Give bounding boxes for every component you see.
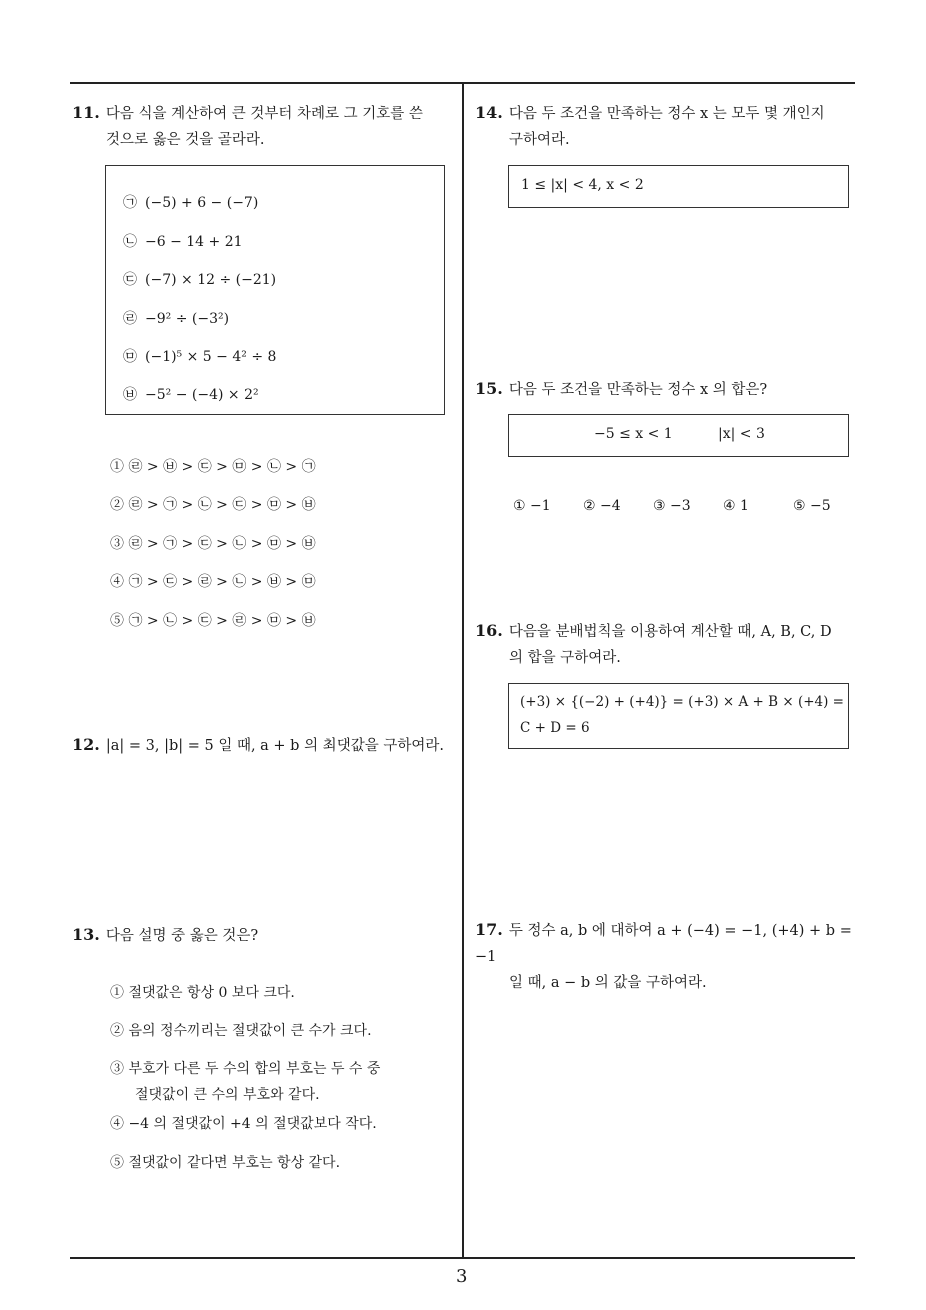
item-expression: −6 − 14 + 21 bbox=[145, 234, 243, 250]
answer-choice[interactable]: ② ㉣ > ㉠ > ㉡ > ㉢ > ㉤ > ㉥ bbox=[110, 497, 316, 513]
question-number: 12. bbox=[72, 735, 100, 754]
expression-item bbox=[123, 269, 276, 289]
bottom-rule bbox=[70, 1257, 855, 1259]
question-text-line2: 일 때, a − b 의 값을 구하여라. bbox=[509, 975, 707, 991]
question-13 bbox=[72, 922, 457, 949]
question-number: 16. bbox=[475, 621, 503, 640]
expression-item bbox=[123, 346, 276, 366]
item-mark: ㉡ bbox=[123, 234, 137, 250]
question-text: 다음 두 조건을 만족하는 정수 x 의 합은? bbox=[508, 382, 768, 398]
answer-choice[interactable]: ③ ㉣ > ㉠ > ㉢ > ㉡ > ㉤ > ㉥ bbox=[110, 536, 316, 552]
question-number: 13. bbox=[72, 925, 100, 944]
question-text-line2: 구하여라. bbox=[509, 132, 570, 148]
item-mark: ㉢ bbox=[123, 272, 137, 288]
page-number: 3 bbox=[456, 1266, 468, 1287]
condition-box bbox=[508, 414, 849, 457]
answer-choice[interactable]: ④ ㉠ > ㉢ > ㉣ > ㉡ > ㉥ > ㉤ bbox=[110, 574, 316, 590]
question-text-line1: 다음을 분배법칙을 이용하여 계산할 때, A, B, C, D bbox=[508, 624, 832, 640]
question-17 bbox=[475, 917, 865, 996]
expression-item bbox=[123, 308, 229, 328]
question-number: 14. bbox=[475, 103, 503, 122]
answer-choice[interactable]: ① −1 bbox=[513, 498, 551, 514]
answer-choice[interactable]: ④ 1 bbox=[723, 498, 749, 514]
item-mark: ㉥ bbox=[123, 387, 137, 403]
question-text-line1: 다음 두 조건을 만족하는 정수 x 는 모두 몇 개인지 bbox=[508, 106, 825, 122]
column-divider bbox=[462, 82, 464, 1258]
question-16 bbox=[475, 618, 860, 671]
question-text-line2: 의 합을 구하여라. bbox=[509, 650, 621, 666]
item-expression: (−7) × 12 ÷ (−21) bbox=[145, 272, 277, 288]
expression-item bbox=[123, 192, 258, 212]
question-number: 17. bbox=[475, 920, 503, 939]
question-number: 15. bbox=[475, 379, 503, 398]
answer-choice[interactable]: ① 절댓값은 항상 0 보다 크다. bbox=[110, 985, 295, 1001]
item-expression: (−5) + 6 − (−7) bbox=[145, 195, 259, 211]
equation-box bbox=[508, 683, 849, 749]
question-number: 11. bbox=[72, 103, 100, 122]
expression-item bbox=[123, 384, 259, 404]
question-text-line2: 것으로 옳은 것을 골라라. bbox=[106, 132, 265, 148]
question-text: |a| = 3, |b| = 5 일 때, a + b 의 최댓값을 구하여라. bbox=[105, 738, 444, 754]
question-text-line1: 두 정수 a, b 에 대하여 a + (−4) = −1, (+4) + b = −1 bbox=[475, 923, 852, 965]
condition-text: 1 ≤ |x| < 4, x < 2 bbox=[521, 177, 644, 193]
item-expression: −9² ÷ (−3²) bbox=[145, 311, 230, 327]
answer-choice[interactable]: ⑤ −5 bbox=[793, 498, 831, 514]
answer-choice[interactable]: ③ 부호가 다른 두 수의 합의 부호는 두 수 중 bbox=[110, 1061, 381, 1077]
equation-line: (+3) × {(−2) + (+4)} = (+3) × A + B × (+4) = bbox=[520, 694, 844, 710]
condition-text: |x| < 3 bbox=[718, 426, 765, 442]
item-expression: −5² − (−4) × 2² bbox=[145, 387, 259, 403]
answer-choice[interactable]: ④ −4 의 절댓값이 +4 의 절댓값보다 작다. bbox=[110, 1116, 377, 1132]
item-mark: ㉤ bbox=[123, 349, 137, 365]
equation-line: C + D = 6 bbox=[520, 720, 590, 736]
question-14 bbox=[475, 100, 860, 153]
question-12 bbox=[72, 732, 457, 759]
item-mark: ㉠ bbox=[123, 195, 137, 211]
condition-text: −5 ≤ x < 1 bbox=[594, 426, 673, 442]
expression-item bbox=[123, 231, 243, 251]
question-text: 다음 설명 중 옳은 것은? bbox=[105, 928, 259, 944]
item-mark: ㉣ bbox=[123, 311, 137, 327]
question-11 bbox=[72, 100, 457, 153]
item-expression: (−1)⁵ × 5 − 4² ÷ 8 bbox=[145, 349, 277, 365]
question-15 bbox=[475, 376, 860, 403]
answer-choice[interactable]: ② −4 bbox=[583, 498, 621, 514]
answer-choice[interactable]: ② 음의 정수끼리는 절댓값이 큰 수가 크다. bbox=[110, 1023, 372, 1039]
answer-choice[interactable]: ③ −3 bbox=[653, 498, 691, 514]
answer-choice[interactable]: ⑤ 절댓값이 같다면 부호는 항상 같다. bbox=[110, 1155, 341, 1171]
answer-choice-continuation: 절댓값이 큰 수의 부호와 같다. bbox=[135, 1087, 320, 1103]
answer-choice[interactable]: ① ㉣ > ㉥ > ㉢ > ㉤ > ㉡ > ㉠ bbox=[110, 459, 316, 475]
question-text-line1: 다음 식을 계산하여 큰 것부터 차례로 그 기호를 쓴 bbox=[105, 106, 423, 122]
answer-choice[interactable]: ⑤ ㉠ > ㉡ > ㉢ > ㉣ > ㉤ > ㉥ bbox=[110, 613, 316, 629]
